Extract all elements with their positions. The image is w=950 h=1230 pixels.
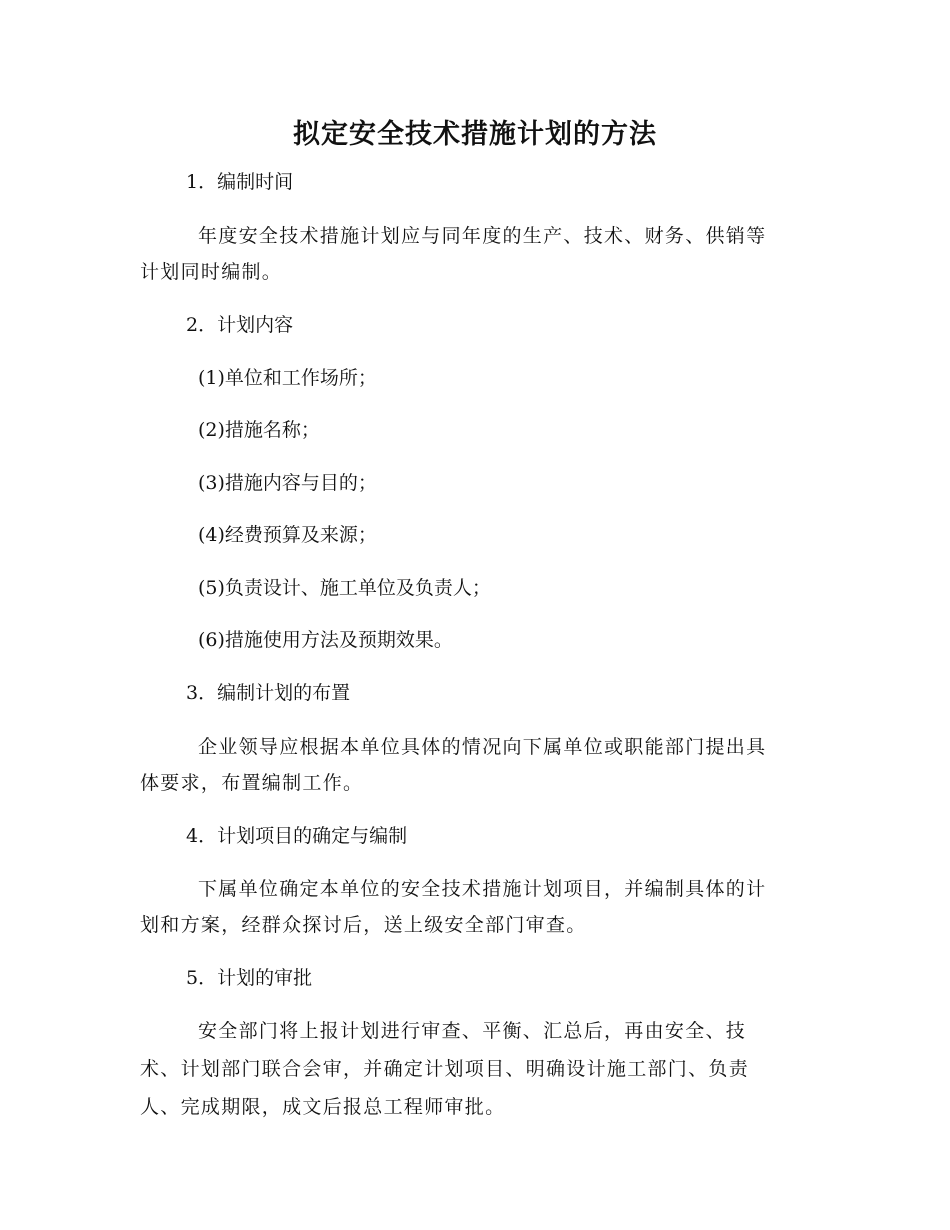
list-item: (1)单位和工作场所； <box>198 367 377 389</box>
paragraph-line: 计划同时编制。 <box>140 261 283 283</box>
paragraph-line: 下属单位确定本单位的安全技术措施计划项目，并编制具体的计 <box>198 878 767 900</box>
section-heading-2: 2．计划内容 <box>186 314 294 336</box>
list-item: (4)经费预算及来源； <box>198 524 377 546</box>
paragraph-line: 体要求，布置编制工作。 <box>140 772 364 794</box>
paragraph-line: 安全部门将上报计划进行审查、平衡、汇总后，再由安全、技 <box>198 1020 747 1042</box>
section-heading-5: 5．计划的审批 <box>186 967 313 989</box>
paragraph-line: 划和方案，经群众探讨后，送上级安全部门审查。 <box>140 914 587 936</box>
paragraph-line: 人、完成期限，成文后报总工程师审批。 <box>140 1096 506 1118</box>
section-heading-3: 3．编制计划的布置 <box>186 682 351 704</box>
list-item: (6)措施使用方法及预期效果。 <box>198 629 453 651</box>
section-heading-4: 4．计划项目的确定与编制 <box>186 825 408 847</box>
paragraph-line: 企业领导应根据本单位具体的情况向下属单位或职能部门提出具 <box>198 736 767 758</box>
paragraph-line: 年度安全技术措施计划应与同年度的生产、技术、财务、供销等 <box>198 225 767 247</box>
section-heading-1: 1．编制时间 <box>186 171 294 193</box>
list-item: (3)措施内容与目的； <box>198 472 377 494</box>
list-item: (5)负责设计、施工单位及负责人； <box>198 577 491 599</box>
list-item: (2)措施名称； <box>198 419 320 441</box>
document-title: 拟定安全技术措施计划的方法 <box>293 119 657 150</box>
paragraph-line: 术、计划部门联合会审，并确定计划项目、明确设计施工部门、负责 <box>140 1058 750 1080</box>
